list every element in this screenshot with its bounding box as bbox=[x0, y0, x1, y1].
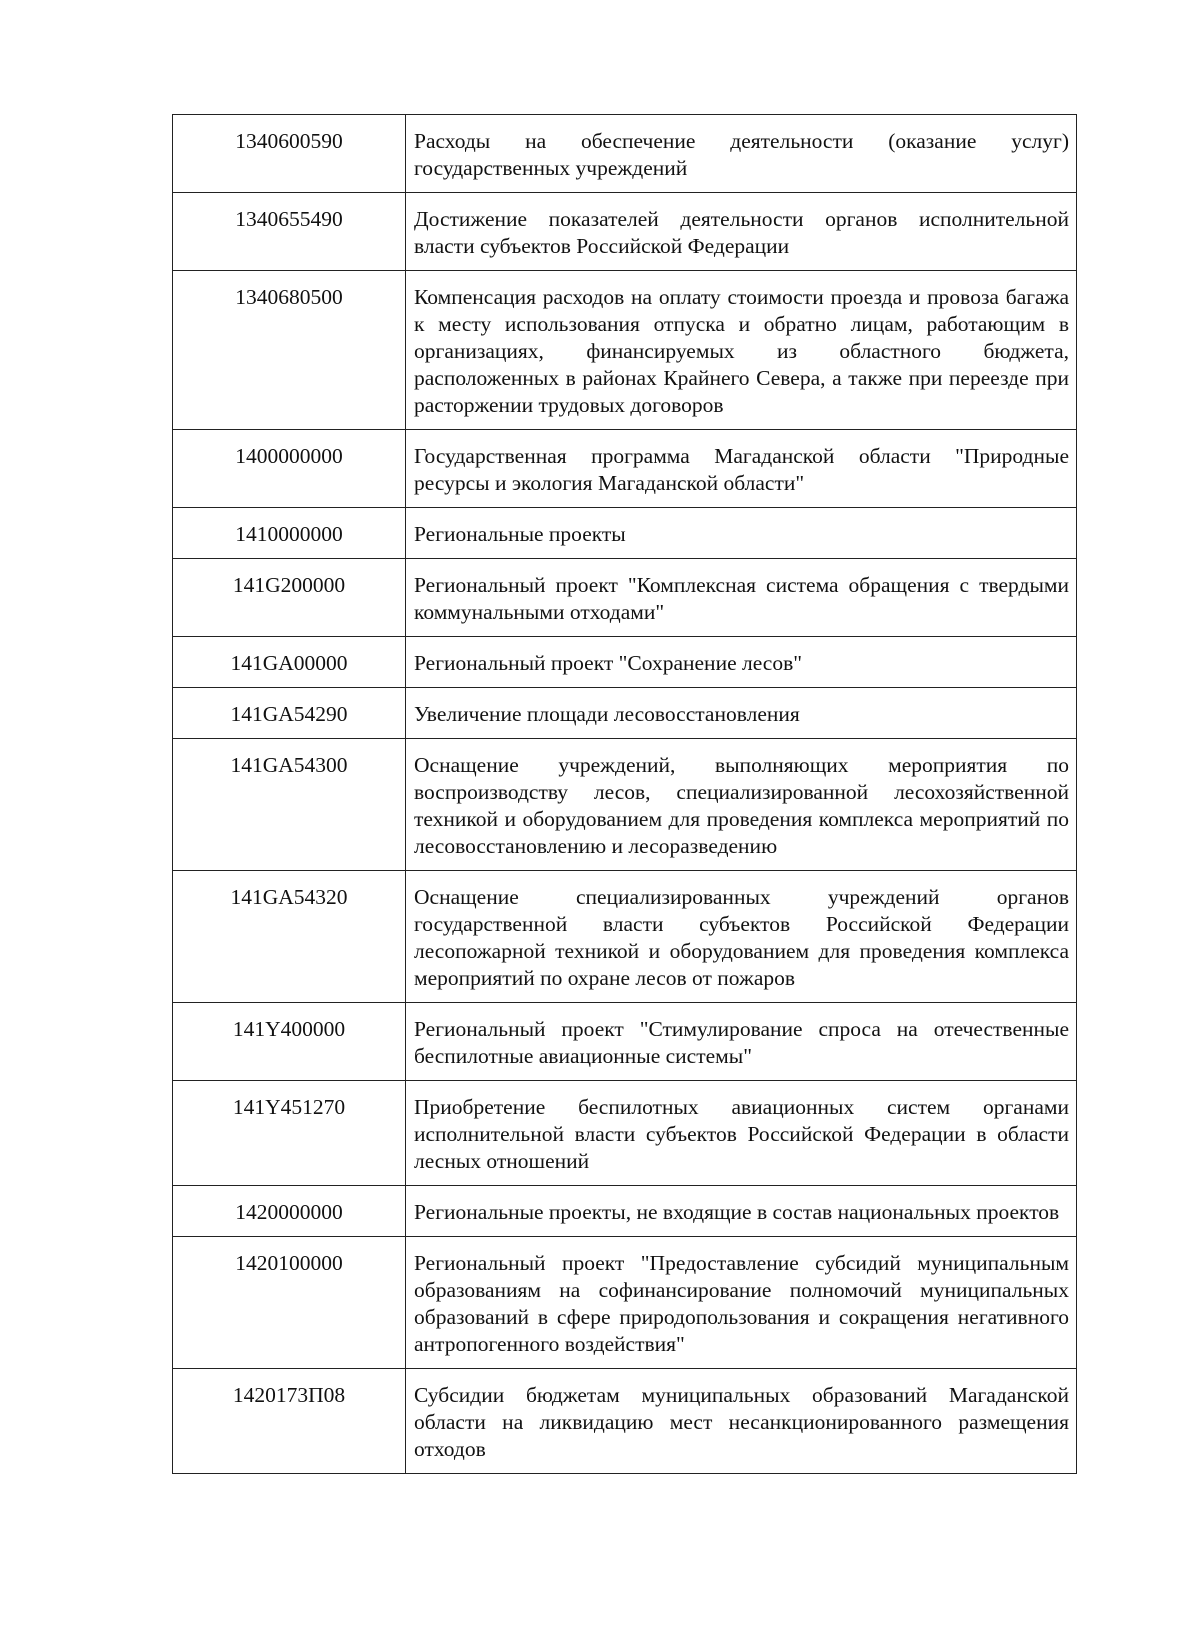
row-code: 1410000000 bbox=[173, 508, 406, 559]
row-code: 141GA54320 bbox=[173, 871, 406, 1003]
row-description: Оснащение специализированных учреждений органов государственной власти субъектов Российской Федерации лесопожарной техникой и оборудованием для проведения комплекса мероприятий по охране лесов от пожаров bbox=[406, 871, 1077, 1003]
row-description: Оснащение учреждений, выполняющих мероприятия по воспроизводству лесов, специализированной лесохозяйственной техникой и оборудованием для проведения комплекса мероприятий по лесовосстановлению и лесоразведению bbox=[406, 739, 1077, 871]
table-body bbox=[173, 115, 1077, 1474]
row-description: Региональный проект "Сохранение лесов" bbox=[406, 637, 1077, 688]
table-row bbox=[173, 271, 1077, 430]
row-code: 141GA00000 bbox=[173, 637, 406, 688]
row-description: Государственная программа Магаданской области "Природные ресурсы и экология Магаданской области" bbox=[406, 430, 1077, 508]
row-description: Увеличение площади лесовосстановления bbox=[406, 688, 1077, 739]
row-description: Региональный проект "Комплексная система обращения с твердыми коммунальными отходами" bbox=[406, 559, 1077, 637]
row-description: Достижение показателей деятельности органов исполнительной власти субъектов Российской Федерации bbox=[406, 193, 1077, 271]
table-row bbox=[173, 115, 1077, 193]
table-row bbox=[173, 1186, 1077, 1237]
table-row bbox=[173, 1003, 1077, 1081]
row-code: 1420100000 bbox=[173, 1237, 406, 1369]
table-row bbox=[173, 508, 1077, 559]
row-code: 1400000000 bbox=[173, 430, 406, 508]
row-description: Региональные проекты, не входящие в состав национальных проектов bbox=[406, 1186, 1077, 1237]
row-description: Расходы на обеспечение деятельности (оказание услуг) государственных учреждений bbox=[406, 115, 1077, 193]
row-description: Субсидии бюджетам муниципальных образований Магаданской области на ликвидацию мест несанкционированного размещения отходов bbox=[406, 1369, 1077, 1474]
row-code: 141GA54290 bbox=[173, 688, 406, 739]
row-code: 141Y451270 bbox=[173, 1081, 406, 1186]
table-row bbox=[173, 637, 1077, 688]
table-row bbox=[173, 1369, 1077, 1474]
row-code: 141G200000 bbox=[173, 559, 406, 637]
row-description: Компенсация расходов на оплату стоимости проезда и провоза багажа к месту использования отпуска и обратно лицам, работающим в организациях, финансируемых из областного бюджета, расположенных в районах Крайнего Севера, а также при переезде при расторжении трудовых договоров bbox=[406, 271, 1077, 430]
table-row bbox=[173, 1237, 1077, 1369]
row-code: 1420173П08 bbox=[173, 1369, 406, 1474]
row-code: 1340600590 bbox=[173, 115, 406, 193]
row-code: 1420000000 bbox=[173, 1186, 406, 1237]
row-description: Региональные проекты bbox=[406, 508, 1077, 559]
table-row bbox=[173, 193, 1077, 271]
table-row bbox=[173, 739, 1077, 871]
row-description: Региональный проект "Стимулирование спроса на отечественные беспилотные авиационные системы" bbox=[406, 1003, 1077, 1081]
row-code: 1340655490 bbox=[173, 193, 406, 271]
table-row bbox=[173, 688, 1077, 739]
table-row bbox=[173, 430, 1077, 508]
table-row bbox=[173, 871, 1077, 1003]
row-code: 1340680500 bbox=[173, 271, 406, 430]
table-row bbox=[173, 559, 1077, 637]
row-description: Приобретение беспилотных авиационных систем органами исполнительной власти субъектов Российской Федерации в области лесных отношений bbox=[406, 1081, 1077, 1186]
table-row bbox=[173, 1081, 1077, 1186]
row-description: Региональный проект "Предоставление субсидий муниципальным образованиям на софинансирование полномочий муниципальных образований в сфере природопользования и сокращения негативного антропогенного воздействия" bbox=[406, 1237, 1077, 1369]
row-code: 141GA54300 bbox=[173, 739, 406, 871]
row-code: 141Y400000 bbox=[173, 1003, 406, 1081]
budget-code-table bbox=[172, 114, 1077, 1474]
